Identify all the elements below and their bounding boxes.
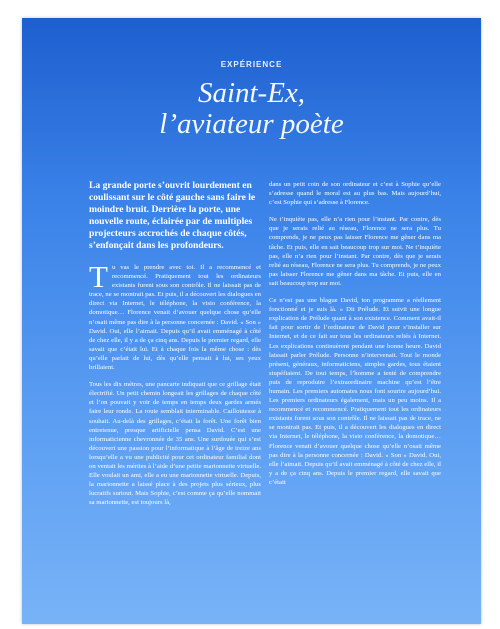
article-title (22, 78, 481, 140)
article-title-line-1: Saint-Ex, (197, 77, 306, 109)
left-column (89, 259, 261, 515)
article-title-line-2: l’aviateur poète (159, 108, 344, 140)
right-column (269, 180, 441, 495)
body-paragraph-text: u vas le prendre avec toi. Il a recommencé et recommencé. Pratiquement tout les ordinateurs existants furent sous son contrôle. Il ne laissait pas de trace, ne se montrait pas. Et puis, il a découvert les dialogues en direct via Internet, le téléphone, la visio conférence, la domotique… Florence venait d’avouer quelque chose qu’elle n’osait même pas dire à la personne concernée : David. « Son » David. Oui, elle l’aimait. Depuis qu’il avait emménagé à côté de chez elle, il y a de ça cinq ans. Depuis le premier regard, elle savait que c’était lui. Et à chaque fois la même chose : dès qu’elle parlait de lui, dès qu’elle pensait à lui, ses yeux brillaient. (89, 264, 261, 372)
body-paragraph: Ne t’inquiète pas, elle n’a rien pour l’instant. Par contre, dès que je serais relié au réseau, Florence ne sera plus. Tu comprends, je ne peux pas laisser Florence me gêner dans ma tâche. Et puis, elle en sait beaucoup trop sur moi. Ne t’inquiète pas, elle n’a rien pour l’instant. Par contre, dès que je serais relié au réseau, Florence ne sera plus. Tu comprends, je ne peux pas laisser Florence me gêner dans ma tâche. Et puis, elle en sait beaucoup trop sur moi. (269, 216, 441, 287)
body-paragraph: dans un petit coin de son ordinateur et c’est à Sophie qu’elle s’adresse quand le moral est au plus bas. Mais aujourd’hui, c’est Sophie qui s’adresse à Florence. (269, 181, 441, 207)
lead-paragraph: La grande porte s’ouvrit lourdement en coulissant sur le côté gauche sans faire le moindre bruit. Derrière la porte, une nouvelle route, éclairée par de multiples projecteurs accrochés de chaque côtés, s’enfonçait dans les profondeurs. (89, 180, 256, 252)
body-paragraph: Ce n’est pas une blague David, ton programme a réellement fonctionné et je suis là. » Dit Prélude. Et suivit une longue explication de Prélude quant à son existence. Comment avait-il fait pour sortir de l’ordinateur de David pour s’installer sur Internet, et de ce fait sur tous les ordinateurs reliés à Internet. Les explications continuèrent pendant une bonne heure. David laissait parler Prélude. Personne n’intervenait. Tout le monde présent, généraux, informaticiens, simples gardes, tous étaient stupéfiaient. De tout temps, l’homme a tenté de comprendre puis de reproduire l’extraordinaire machine qu’est l’être humain. Les premiers automates nous font sourire aujourd’hui. Les premiers ordinateurs également, mais un peu moins. Il a recommencé et recommencé. Pratiquement tout les ordinateurs existants furent sous son contrôle. Il ne laissait pas de trace, ne se montrait pas. Et puis, il a découvert les dialogues en direct via Internet, le téléphone, la visio conférence, la domotique… Florence venait d’avouer quelque chose qu’elle n’osait même pas dire à la personne concernée : David. « Son » David. Oui, elle l’aimait. Depuis qu’il avait emménagé à côté de chez elle, il y a de ça cinq ans. Depuis le premier regard, elle savait que c’était (269, 297, 441, 486)
magazine-page (22, 18, 481, 624)
body-paragraph (89, 259, 261, 372)
section-kicker: EXPÉRIENCE (220, 60, 283, 69)
body-paragraph: Tous les dix mètres, une pancarte indiquait que ce grillage était électrifié. Un petit chemin longeait les grillages de chaque côté et l’on pouvait y voir de temps en temps deux gardes armés faire leur ronde. La route semblait interminable. Cailloutesse à souhait. Au-delà des grillages, c’était la forêt. Une forêt bien entretenue, presque artificielle pensa David. C’est une informaticienne chevronnée de 35 ans. Une surdouée qui s’est découvert une passion pour l’informatique à l’âge de treize ans lorsqu’elle a vu une publicité pour cet ordinateur familial dont on ventait les mérites à l’aide d’une petite marionnette virtuelle. Elle voulait un ami, elle a eu une marionnette virtuelle. Depuis, la marionnette a laissé place à des projets plus sérieux, plus lucratifs surtout. Mais Sophie, c’est comme ça qu’elle nommait sa marionnette, est toujours là, (89, 381, 261, 507)
drop-cap: T (89, 259, 108, 294)
